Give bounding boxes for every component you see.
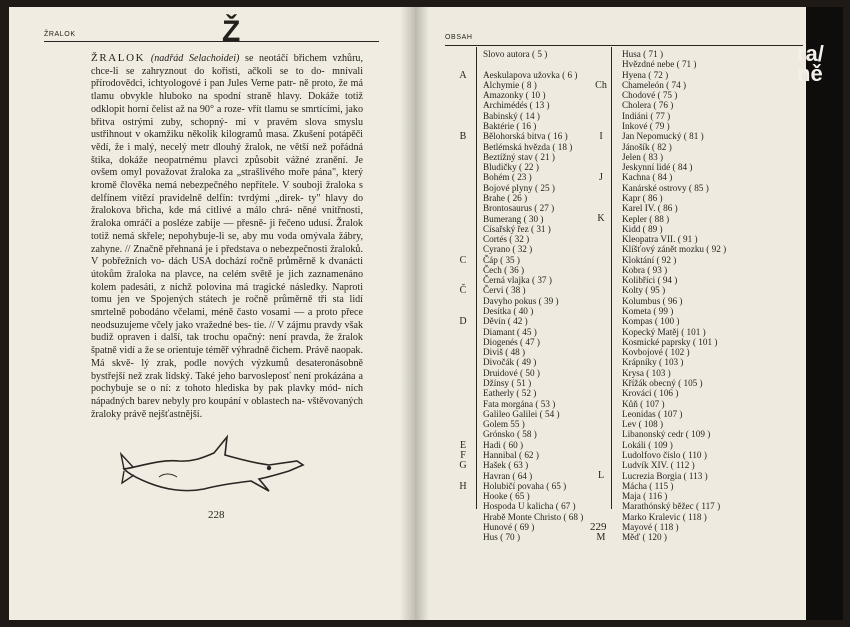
toc-entry: Inkové ( 79 ) (622, 120, 670, 131)
next-page-title-fragment (797, 41, 824, 86)
toc-entry: Beztížný stav ( 21 ) (483, 151, 555, 162)
running-head-right: OBSAH (445, 34, 473, 41)
toc-entry: Archimédés ( 13 ) (483, 100, 550, 111)
toc-entry: Kolumbus ( 96 ) (622, 295, 683, 306)
book-gutter-shadow (400, 7, 414, 620)
article-line: něné vnitřnosti, žraloka omráčí a posléze zabije — přesně- (91, 205, 363, 230)
toc-entry: Druidové ( 50 ) (483, 367, 540, 378)
article-line: je i představa o nebezpečnosti žraloků. V pobřežních vo- (91, 243, 363, 268)
article-line: metr dlouhý žralok, ne větší než pořádná štika, dokáže (91, 141, 363, 166)
toc-entry: Jelen ( 83 ) (622, 151, 664, 162)
index-letter: K (597, 213, 605, 225)
toc-entry: Kompas ( 100 ) (622, 316, 680, 327)
toc-entry: Lev ( 108 ) (622, 419, 664, 430)
shark-drawing-icon (119, 419, 309, 514)
toc-entry: Kolty ( 95 ) (622, 285, 666, 296)
toc-entry: Děvín ( 42 ) (483, 316, 528, 327)
toc-entry: Golem 55 ) (483, 419, 525, 430)
article-text (91, 52, 363, 421)
toc-entry (483, 59, 583, 69)
toc-column-1 (483, 49, 583, 543)
toc-entry: Lokáli ( 109 ) (622, 439, 673, 450)
toc-entry: Diamant ( 45 ) (483, 326, 537, 337)
index-letter: I (599, 131, 603, 143)
toc-entry: Brontosaurus ( 27 ) (483, 203, 555, 214)
index-letter: C (459, 254, 467, 266)
toc-entry: Hvězdné nebe ( 71 ) (622, 59, 697, 70)
toc-entry: Cortés ( 32 ) (483, 234, 530, 245)
toc-entry: Červi ( 38 ) (483, 285, 526, 296)
toc-entry: Kolibříci ( 94 ) (622, 275, 678, 286)
toc-entry: Marko Kralevic ( 118 ) (622, 511, 707, 522)
toc-entry: Diogenés ( 47 ) (483, 336, 540, 347)
toc-entry: Hunové ( 69 ) (483, 521, 535, 532)
toc-entry: Chameleón ( 74 ) (622, 79, 687, 90)
article-line: lý zrak, podle nových výzkumů desateronásobně bystřejší (91, 357, 364, 382)
toc-entry: Jan Nepomucký ( 81 ) (622, 131, 704, 142)
article-line: vštěvovaných žraloky právě nejšťastnější. (91, 395, 363, 420)
article-line: hlavy. Dokáže totiž odklopit horní čelist až na 90° a roze- (91, 91, 363, 115)
toc-entry: Klíšťový zánět mozku ( 92 ) (622, 244, 727, 255)
toc-entry: Betlémská hvězda ( 18 ) (483, 141, 573, 152)
toc-entry: Kapr ( 86 ) (622, 192, 663, 203)
toc-entry: Havran ( 64 ) (483, 470, 533, 481)
article-line: žraloka s delfínem vítězí pravidelně delfín: tvrdými „direk- (91, 180, 363, 204)
article-headword: ŽRALOK (91, 52, 146, 64)
toc-entry: Alchymie ( 8 ) (483, 79, 537, 90)
toc-entry: Indiáni ( 77 ) (622, 110, 671, 121)
toc-entry: Maja ( 116 ) (622, 491, 668, 502)
index-letter: M (596, 532, 606, 544)
index-letter: H (459, 480, 467, 492)
toc-entry: Kůň ( 107 ) (622, 398, 665, 409)
article-line: ně proto, že má tlamu obvykle hluboko na spodní straně (91, 78, 363, 103)
running-head: ŽRALOK (44, 31, 76, 38)
toc-entry: Bojové plyny ( 25 ) (483, 182, 555, 193)
index-letter: Č (459, 285, 467, 297)
toc-entry: Divočák ( 49 ) (483, 357, 537, 368)
toc-entry: Kepler ( 88 ) (622, 213, 670, 224)
toc-entry: Měď ( 120 ) (622, 532, 667, 543)
toc-entry: Kleopatra VII. ( 91 ) (622, 234, 698, 245)
article-line: mi v pravém slova smyslu ustřihnout v okamžiku několik (91, 116, 363, 141)
toc-entry: Eatherly ( 52 ) (483, 388, 537, 399)
toc-entry: Bělohorská bitva ( 16 ) (483, 131, 568, 142)
article-line: vřít tlamu se smrtícími, jako břitva ostrými zuby, schopný- (91, 103, 364, 128)
toc-entry: Jánošík ( 82 ) (622, 141, 672, 152)
toc-entry: Hospoda U kalicha ( 67 ) (483, 501, 576, 512)
toc-entry: Amazonky ( 10 ) (483, 90, 546, 101)
toc-entry: Aeskulapova užovka ( 6 ) (483, 69, 578, 80)
index-letter: L (597, 470, 605, 482)
toc-entry: Kometa ( 99 ) (622, 306, 674, 317)
right-page (415, 7, 843, 620)
article-line: mnívali přírodovědci, ichtyologové i pan Jules Verne patr- (91, 65, 363, 90)
section-letter: Ž (222, 15, 241, 48)
article-latin-name: (nadřád Selachoidei) (150, 53, 240, 64)
article-line: ty" hlavy do žralokova břicha, kde má citlivé a málo chrá- (91, 192, 363, 217)
toc-entry: Mácha ( 115 ) (622, 480, 674, 491)
toc-entry: Husa ( 71 ) (622, 49, 664, 59)
toc-entry: Bumerang ( 30 ) (483, 213, 544, 224)
toc-entry: Hyena ( 72 ) (622, 69, 669, 80)
article-line: vzhůru, chce-li se zahryznout do kořisti, ačkoli se to do- (91, 53, 363, 77)
toc-entry: Marathónský běžec ( 117 ) (622, 501, 721, 512)
article-line: a pochybuje se o ní: z tohoto hlediska by pak plavky mód- (91, 370, 363, 395)
toc-entry: Krysa ( 103 ) (622, 367, 671, 378)
toc-entry: Slovo autora ( 5 ) (483, 49, 548, 59)
toc-entry: Čech ( 36 ) (483, 264, 525, 275)
article-line: aby mu voda omývala žábry, zahyne. // Značně přehnaná (91, 230, 364, 255)
index-column-rule (476, 47, 477, 509)
article-line: tie. // V zájmu pravdy však budiž opraven i další, tak (91, 319, 363, 344)
article-line: než zrak lidský. Také jeho barvosleposť není prokázána (125, 370, 356, 382)
toc-entry: Fata morgána ( 53 ) (483, 398, 556, 409)
toc-entry: Ludolfovo číslo ( 110 ) (622, 449, 707, 460)
toc-entry: Karel IV. ( 86 ) (622, 203, 678, 214)
toc-entry: Holubičí povaha ( 65 ) (483, 480, 567, 491)
toc-entry: Bohém ( 23 ) (483, 172, 532, 183)
toc-entry: Kovbojové ( 102 ) (622, 347, 690, 358)
toc-entry: Leonidas ( 107 ) (622, 408, 683, 419)
toc-column-2 (622, 49, 726, 543)
article-line: omyl považovat žraloka za „strašlivého moře pána", který (117, 167, 363, 179)
toc-entry: Cholera ( 76 ) (622, 100, 674, 111)
stub-fragment: ně (797, 61, 823, 86)
toc-entry: Galileo Galilei ( 54 ) (483, 408, 560, 419)
toc-entry: Cyrano ( 32 ) (483, 244, 533, 255)
toc-entry: Mayové ( 118 ) (622, 521, 679, 532)
index-letter: G (459, 460, 467, 472)
article-line: ních nápadných barev nebyly pro koupání v oblastech na- (91, 383, 363, 407)
article-line: tři sta lidí smrtelně pobodáno včelami, méně často vosami (91, 294, 363, 319)
toc-entry: Kanárské ostrovy ( 85 ) (622, 182, 709, 193)
index-letter: A (459, 69, 467, 81)
toc-entry: Lucrezia Borgia ( 113 ) (622, 470, 708, 481)
toc-entry: Kloktání ( 92 ) (622, 254, 677, 265)
header-rule-right (445, 45, 803, 46)
stub-fragment: ra/ (797, 41, 824, 66)
toc-entry: Kobra ( 93 ) (622, 264, 668, 275)
toc-entry: Grónsko ( 58 ) (483, 429, 537, 440)
toc-entry: Brahe ( 26 ) (483, 192, 528, 203)
toc-entry: Hadi ( 60 ) (483, 439, 524, 450)
article-line: kolem padesáti, z nichž polovina má tragické následky. (91, 281, 328, 293)
toc-entry: Jeskynní lidé ( 84 ) (622, 162, 693, 173)
toc-entry: Hus ( 70 ) (483, 532, 521, 543)
article-line: orientuje téměř výhradně čichem. Právě naopak. Má skvě- (91, 345, 363, 369)
article-line: neopatrnému plavci způsobit vážné zranění. Je ovšem (91, 154, 363, 179)
article-line: ji řečeno udusí. Žralok totiž nemá skřele; nepohybuje-li se, (91, 218, 363, 242)
page-number-left: 228 (208, 509, 225, 521)
toc-entry: Krováci ( 106 ) (622, 388, 679, 399)
article-line: dách USA dochází ročně průměrně k dvanácti útokům (91, 256, 363, 280)
toc-entry: Baktérie ( 16 ) (483, 120, 537, 131)
toc-entry: Kachna ( 84 ) (622, 172, 673, 183)
index-letter: E (459, 439, 467, 451)
page-number-right: 229 (590, 521, 607, 533)
article-line: — a proto přece neodsuzujeme včely jako vražedné bes- (91, 307, 363, 331)
toc-entry: Chodové ( 75 ) (622, 90, 678, 101)
toc-entry: Kosmické paprsky ( 101 ) (622, 336, 718, 347)
book-gutter-shadow-right (415, 7, 429, 620)
toc-entry: Bludičky ( 22 ) (483, 162, 539, 173)
toc-entry: Diviš ( 48 ) (483, 347, 526, 358)
toc-entry: Džínsy ( 51 ) (483, 378, 532, 388)
header-rule (44, 41, 379, 42)
toc-entry: Kopecký Matěj ( 101 ) (622, 326, 706, 337)
toc-entry: Ludvík XIV. ( 112 ) (622, 460, 695, 471)
index-letter: Ch (595, 79, 607, 91)
toc-entry: Davyho pokus ( 39 ) (483, 295, 559, 306)
toc-entry: Hašek ( 63 ) (483, 460, 529, 471)
toc-entry: Císařský řez ( 31 ) (483, 223, 551, 234)
toc-entry: Hannibal ( 62 ) (483, 449, 539, 460)
toc-entry: Krápníky ( 103 ) (622, 357, 684, 368)
toc-entry: Hooke ( 65 ) (483, 491, 530, 502)
article-line: žraloka na plavce, na celém světě je jich zaznamenáno (121, 268, 363, 280)
article-line: kilogramů masa. Zkušení potápěči vědí, že i malý, necelý (91, 129, 363, 153)
article-line: Naproti tomu jen ve Spojených státech je ročně průměrně (91, 281, 364, 306)
index-letter: B (459, 131, 467, 143)
index-letter: D (459, 316, 467, 328)
toc-entry: Libanonský cedr ( 109 ) (622, 429, 711, 440)
article-first-line: se neotáčí břichem (245, 53, 327, 64)
index-column-rule-2 (611, 47, 612, 509)
toc-entry: Kidd ( 89 ) (622, 223, 663, 234)
article-line: kromě člověka nemá nebezpečného nepřítele. V souboji (91, 180, 323, 192)
index-letter: J (599, 172, 603, 184)
index-letter: F (460, 449, 466, 461)
toc-entry: Černá vlajka ( 37 ) (483, 275, 552, 286)
toc-entry: Babinský ( 14 ) (483, 110, 540, 121)
toc-entry: Čáp ( 35 ) (483, 254, 520, 265)
toc-entry: Hrabě Monte Christo ( 68 ) (483, 511, 584, 522)
left-page (9, 7, 415, 620)
toc-entry: Desítka ( 40 ) (483, 306, 534, 317)
next-page-edge (806, 7, 843, 620)
toc-entry: Křížák obecný ( 105 ) (622, 378, 703, 388)
article-line: trochu opačný: není pravda, že žralok špatně vidí a že se (91, 332, 363, 357)
